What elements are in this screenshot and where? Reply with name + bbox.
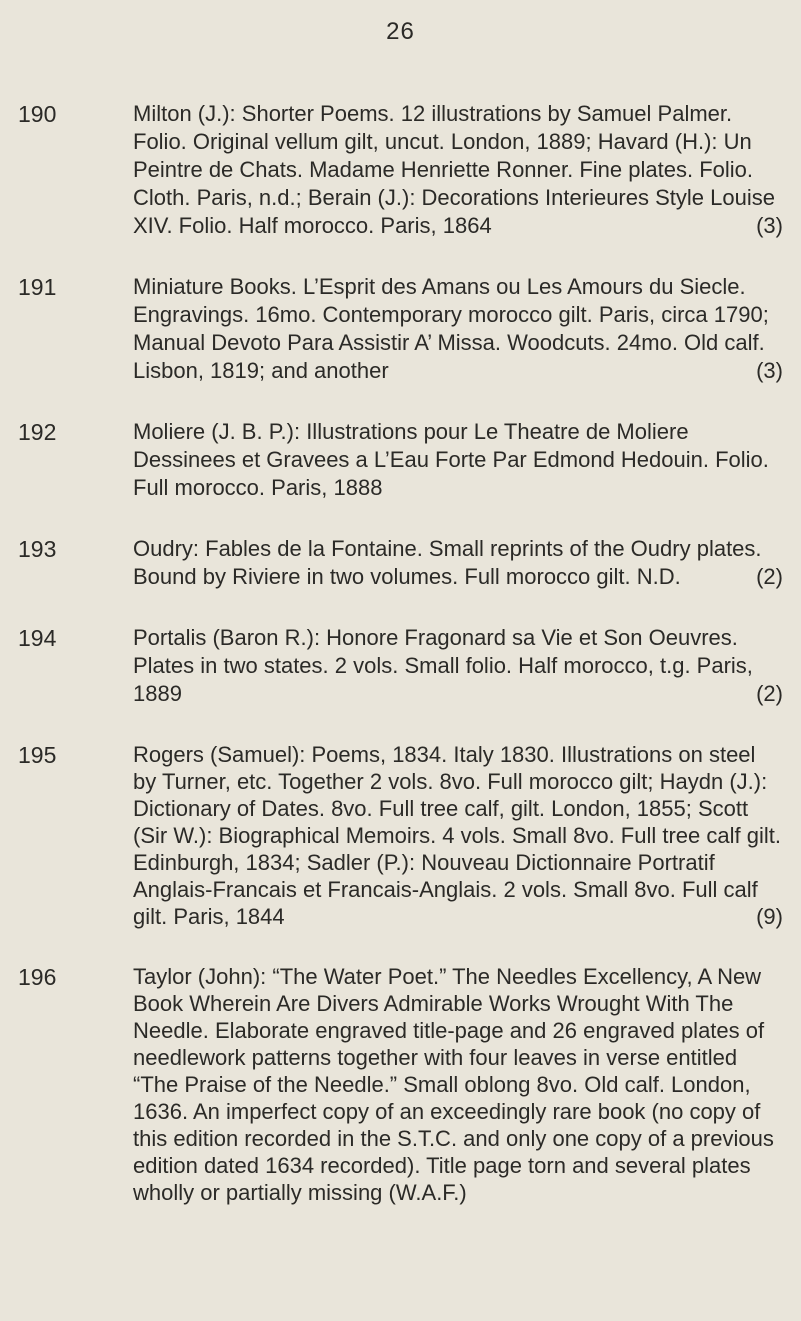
lot-number: 190 bbox=[18, 101, 57, 127]
lot-entry bbox=[0, 624, 801, 708]
lot-description bbox=[133, 535, 783, 591]
lot-quantity: (9) bbox=[756, 904, 783, 929]
lot-text: Moliere (J. B. P.): Illustrations pour Le Theatre de Moliere Dessinees et Gravees a L’Eau Forte Par Edmond Hedouin. Folio. Full morocco. Paris, 1888 bbox=[133, 419, 769, 500]
lot-description bbox=[133, 418, 783, 502]
lot-entry bbox=[0, 273, 801, 385]
lot-quantity: (3) bbox=[756, 358, 783, 383]
lot-number: 192 bbox=[18, 419, 57, 445]
lot-number: 194 bbox=[18, 625, 57, 651]
lot-description bbox=[133, 624, 783, 708]
lot-entry bbox=[0, 535, 801, 591]
lot-entry bbox=[0, 418, 801, 502]
lot-text: Oudry: Fables de la Fontaine. Small reprints of the Oudry plates. Bound by Riviere in two volumes. Full morocco gilt. N.D. bbox=[133, 536, 762, 589]
lot-text: Miniature Books. L’Esprit des Amans ou Les Amours du Siecle. Engravings. 16mo. Contemporary morocco gilt. Paris, circa 1790; Manual Devoto Para Assistir A’ Missa. Woodcuts. 24mo. Old calf. Lisbon, 1819; and another bbox=[133, 274, 769, 383]
lot-text: Milton (J.): Shorter Poems. 12 illustrations by Samuel Palmer. Folio. Original vellum gilt, uncut. London, 1889; Havard (H.): Un Peintre de Chats. Madame Henriette Ronner. Fine plates. Folio. Cloth. Paris, n.d.; Berain (J.): Decorations Interieures Style Louise XIV. Folio. Half morocco. Paris, 1864 bbox=[133, 101, 775, 238]
lot-entry bbox=[0, 100, 801, 240]
lot-description bbox=[133, 100, 783, 240]
lot-text: Rogers (Samuel): Poems, 1834. Italy 1830. Illustrations on steel by Turner, etc. Together 2 vols. 8vo. Full morocco gilt; Haydn (J.): Dictionary of Dates. 8vo. Full tree calf, gilt. London, 1855; Scott (Sir W.): Biographical Memoirs. 4 vols. Small 8vo. Full tree calf gilt. Edinburgh, 1834; Sadler (P.): Nouveau Dictionnaire Portratif Anglais-Francais et Francais-Anglais. 2 vols. Small 8vo. Full calf gilt. Paris, 1844 bbox=[133, 742, 781, 929]
lot-number: 191 bbox=[18, 274, 57, 300]
lot-entry bbox=[0, 963, 801, 1206]
lot-number: 195 bbox=[18, 742, 57, 768]
lot-quantity: (3) bbox=[756, 213, 783, 238]
page-number: 26 bbox=[386, 18, 415, 45]
catalogue-list bbox=[0, 100, 801, 1239]
lot-number: 196 bbox=[18, 964, 57, 990]
lot-quantity: (2) bbox=[756, 564, 783, 589]
lot-description bbox=[133, 963, 783, 1206]
lot-description bbox=[133, 741, 783, 930]
lot-text: Taylor (John): “The Water Poet.” The Needles Excellency, A New Book Wherein Are Divers Admirable Works Wrought With The Needle. Elaborate engraved title-page and 26 engraved plates of needlework patterns together with four leaves in verse entitled “The Praise of the Needle.” Small oblong 8vo. Old calf. London, 1636. An imperfect copy of an exceedingly rare book (no copy of this edition recorded in the S.T.C. and only one copy of a previous edition dated 1634 recorded). Title page torn and several plates wholly or partially missing (W.A.F.) bbox=[133, 964, 774, 1205]
lot-text: Portalis (Baron R.): Honore Fragonard sa Vie et Son Oeuvres. Plates in two states. 2 vols. Small folio. Half morocco, t.g. Paris, 1889 bbox=[133, 625, 753, 706]
lot-entry bbox=[0, 741, 801, 930]
lot-number: 193 bbox=[18, 536, 57, 562]
lot-description bbox=[133, 273, 783, 385]
lot-quantity: (2) bbox=[756, 681, 783, 706]
